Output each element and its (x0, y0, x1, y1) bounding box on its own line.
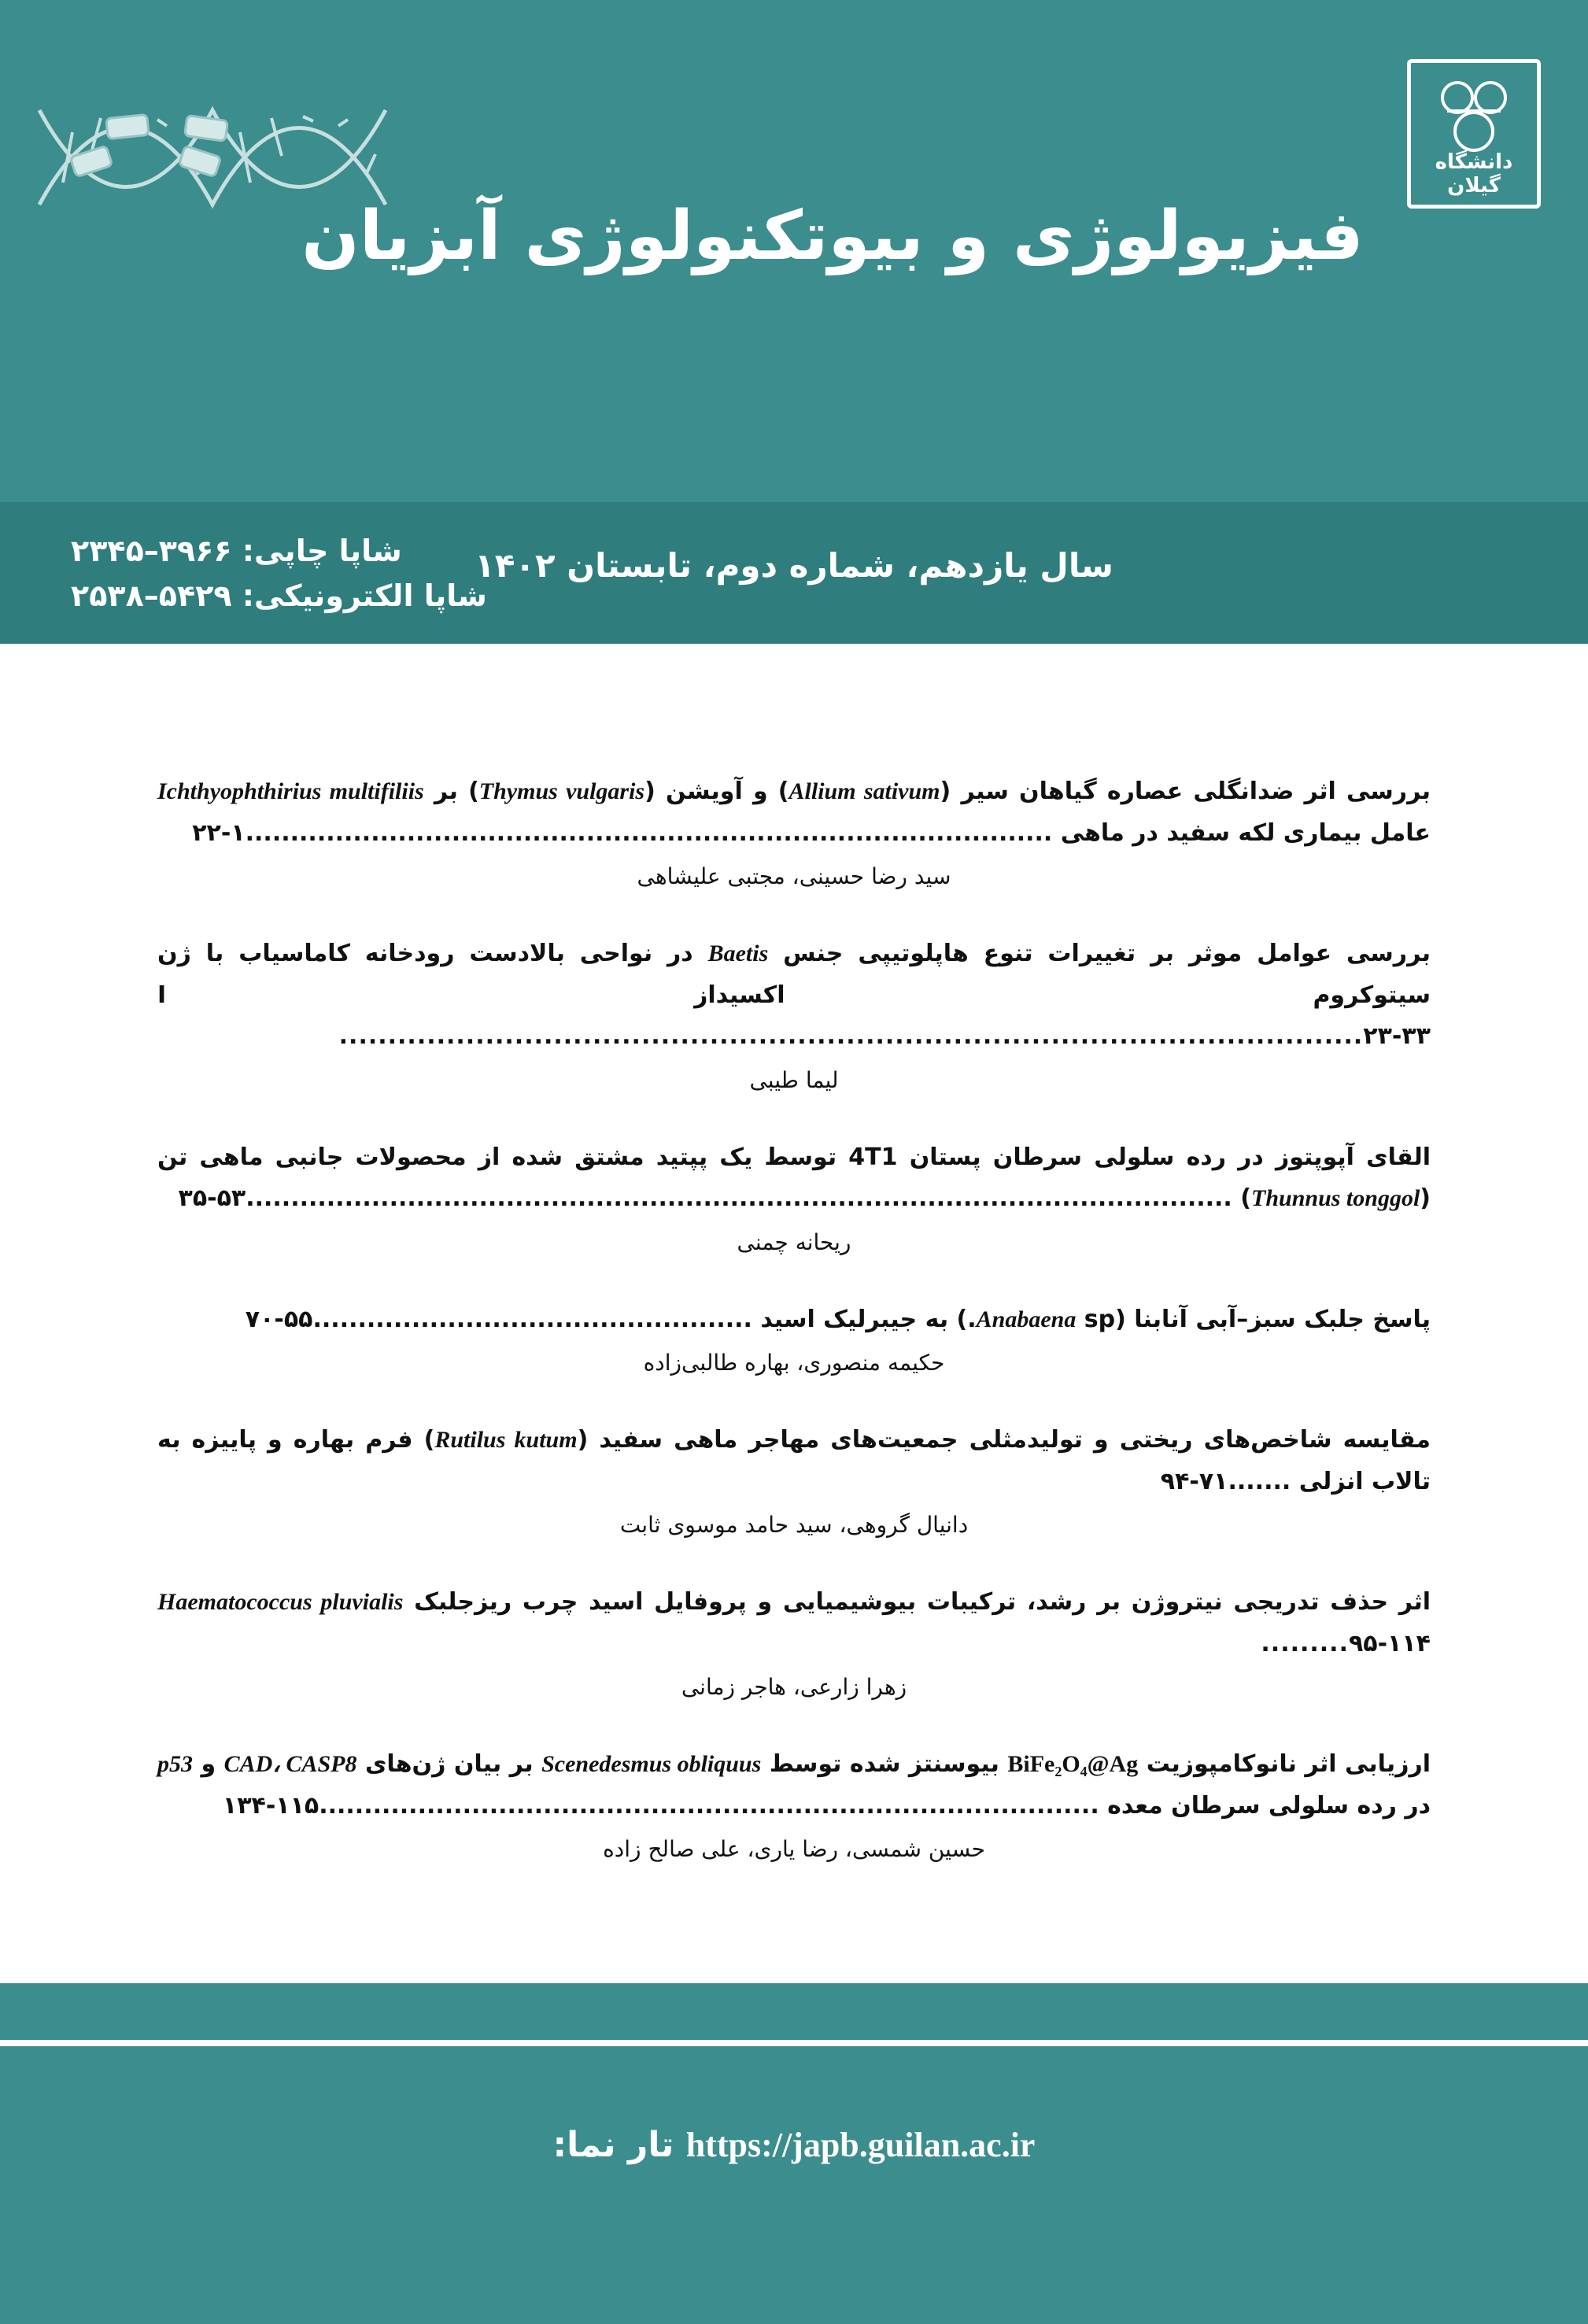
website-label: تار نما: (552, 2125, 674, 2165)
article-authors: زهرا زارعی، هاجر زمانی (681, 1674, 907, 1700)
website-url[interactable]: https://japb.guilan.ac.ir (685, 2126, 1036, 2164)
issn-online: شاپا الکترونیکی: ۵۴۲۹–۲۵۳۸ (71, 578, 487, 613)
leader-dots: ....................................................................................... (319, 1791, 1099, 1820)
article-title: ارزیابی اثر نانوکامپوزیت BiFe₂O₄@Ag بیوسنتز شده توسط Scenedesmus obliquus بر بیان ژن‌های CAD، CASP8 و p53 در رده سلولی سرطان معده .......................................................................................۱۱۵-۱۳۴ (157, 1750, 1431, 1820)
article-authors: دانیال گروهی، سید حامد موسوی ثابت (619, 1512, 969, 1538)
list-item[interactable] (157, 1582, 1431, 1700)
article-authors: سید رضا حسینی، مجتبی علیشاهی (637, 863, 951, 889)
university-logo (1407, 59, 1541, 209)
article-title: بررسی اثر ضدانگلی عصاره گیاهان سیر (Allium sativum) و آویشن (Thymus vulgaris) بر Ichthyophthirius multifiliis عامل بیماری لکه سفید در ماهی ..........................................................................................۱-۲۲ (157, 778, 1431, 847)
issn-print: شاپا چاپی: ۳۹۶۶–۲۳۴۵ (71, 534, 402, 568)
list-item[interactable] (157, 1420, 1431, 1538)
list-item[interactable] (157, 933, 1431, 1093)
page-range: ۱-۲۲ (192, 818, 246, 847)
page-range: ۵۵-۷۰ (245, 1305, 313, 1333)
band-divider (0, 644, 1588, 653)
header-band (0, 0, 1588, 502)
contents-list (0, 653, 1588, 1983)
list-item[interactable] (157, 1744, 1431, 1862)
leader-dots: ......................................................................................................... (338, 1022, 1364, 1050)
article-authors: حسین شمسی، رضا یاری، علی صالح زاده (603, 1836, 985, 1862)
list-item[interactable] (157, 771, 1431, 889)
article-authors: حکیمه منصوری، بهاره طالبی‌زاده (643, 1350, 945, 1376)
article-authors: ریحانه چمنی (737, 1229, 851, 1255)
leader-dots: ......... (1261, 1629, 1349, 1657)
article-title: القای آپوپتوز در رده سلولی سرطان پستان 4T1 توسط یک پپتید مشتق شده از محصولات جانبی ماهی تن (Thunnus tonggol) ..............................................................................................................۳۵-۵۳ (157, 1143, 1431, 1212)
issue-line: سال یازدهم، شماره دوم، تابستان ۱۴۰۲ (475, 546, 1113, 585)
leader-dots: .............................................................................................................. (246, 1184, 1232, 1212)
page-range: ۳۵-۵۳ (178, 1184, 246, 1212)
article-title: اثر حذف تدریجی نیتروژن بر رشد، ترکیبات بیوشیمیایی و پروفایل اسید چرب ریزجلبک Haematococcus pluvialis .........۹۵-۱۱۴ (157, 1588, 1431, 1657)
page-range: ۹۵-۱۱۴ (1348, 1629, 1431, 1657)
university-name: دانشگاه گیلان (1435, 150, 1513, 198)
article-title: مقایسه شاخص‌های ریختی و تولیدمثلی جمعیت‌های مهاجر ماهی سفید (Rutilus kutum) فرم بهاره و پاییزه به تالاب انزلی .......۷۱-۹۴ (157, 1426, 1431, 1495)
list-item[interactable] (157, 1137, 1431, 1255)
article-authors: لیما طیبی (749, 1066, 839, 1093)
university-emblem-icon (1436, 78, 1512, 153)
issue-band (0, 502, 1588, 644)
footer-rule (0, 2040, 1588, 2046)
page-range: ۷۱-۹۴ (1160, 1467, 1228, 1495)
leader-dots: ................................................. (312, 1305, 752, 1333)
article-title: بررسی عوامل موثر بر تغییرات تنوع هاپلوتیپی جنس Baetis در نواحی بالادست رودخانه کاماسیاب با ژن سیتوکروم اکسیداز I .........................................................................................................۲۳-۳۳ (157, 940, 1431, 1050)
leader-dots: ....... (1228, 1467, 1291, 1495)
page-range: ۱۱۵-۱۳۴ (222, 1791, 319, 1820)
article-title: پاسخ جلبک سبز–آبی آنابنا (Anabaena sp.) به جیبرلیک اسید .................................................۵۵-۷۰ (245, 1305, 1431, 1333)
footer-website[interactable] (0, 2125, 1588, 2165)
issn-block (71, 529, 487, 619)
journal-title: فیزیولوژی و بیوتکنولوژی آبزیان (301, 197, 1364, 275)
list-item[interactable] (157, 1299, 1431, 1376)
leader-dots: .......................................................................................... (245, 818, 1053, 847)
page-range: ۲۳-۳۳ (1363, 1022, 1431, 1050)
